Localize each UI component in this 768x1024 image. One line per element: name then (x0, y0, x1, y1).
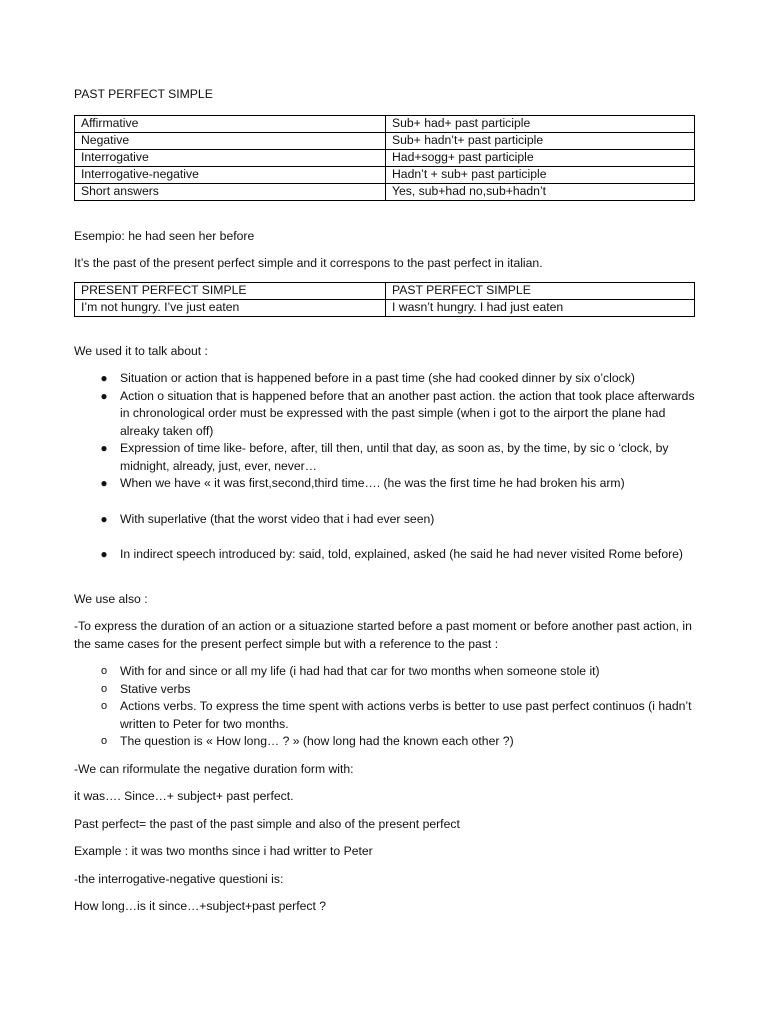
compare-header-present: PRESENT PERFECT SIMPLE (75, 282, 386, 299)
table-row (75, 115, 695, 132)
bullet-icon: ● (100, 441, 108, 455)
form-name-cell: Interrogative-negative (75, 166, 386, 183)
list-item-text: With superlative (that the worst video that i had ever seen) (120, 511, 435, 526)
circle-bullet-icon: o (100, 682, 108, 695)
compare-header-past: PAST PERFECT SIMPLE (386, 282, 695, 299)
form-structure-cell: Hadn’t + sub+ past participle (386, 166, 695, 183)
form-structure-cell: Had+sogg+ past participle (386, 149, 695, 166)
table-row (75, 183, 695, 200)
definition-text: It’s the past of the present perfect simple and it correspons to the past perfect in italian. (74, 256, 543, 270)
list-item (74, 475, 695, 493)
circle-bullet-icon: o (100, 700, 108, 712)
list-item (74, 733, 695, 751)
list-item-text: Action o situation that is happened before that an another past action. the action that took place afterwards in chronological order must be expressed with the past simple (when i got to the airport the plane had alreaky taken off) (120, 388, 695, 438)
also-intro: We use also : (74, 591, 148, 606)
list-item (74, 546, 695, 564)
duration-list (74, 663, 695, 751)
form-structure-cell: Sub+ had+ past participle (386, 115, 695, 132)
list-item (74, 511, 695, 529)
bullet-icon: ● (100, 371, 108, 385)
list-item-text: When we have « it was first,second,third time…. (he was the first time he had broken his arm) (120, 476, 625, 490)
circle-bullet-icon: o (100, 735, 108, 747)
list-item (74, 698, 695, 733)
list-item-text: With for and since or all my life (i had had that car for two months when someone stole it) (120, 664, 600, 678)
list-item (74, 370, 695, 388)
example-sentence: Esempio: he had seen her before (74, 228, 255, 243)
example-text: Example : it was two months since i had writter to Peter (74, 844, 373, 858)
list-item-text: Expression of time like- before, after, till then, until that day, as soon as, by the time, by sic o ‘clock, by midnight, already, just, ever, never… (120, 441, 669, 473)
bullet-icon: ● (100, 388, 108, 403)
list-item (74, 681, 695, 699)
past-perfect-definition: Past perfect= the past of the past simple and also of the present perfect (74, 816, 460, 831)
circle-bullet-icon: o (100, 665, 108, 677)
compare-row (75, 299, 695, 316)
interrogative-negative-text: -the interrogative-negative questioni is: (74, 871, 284, 886)
forms-table (74, 115, 695, 201)
compare-header-row (75, 282, 695, 299)
uses-intro: We used it to talk about : (74, 343, 208, 358)
page-title: PAST PERFECT SIMPLE (74, 87, 213, 101)
formula-text: it was…. Since…+ subject+ past perfect. (74, 789, 294, 803)
list-item-text: Situation or action that is happened before in a past time (she had cooked dinner by six o’clock) (120, 371, 635, 385)
form-name-cell: Negative (75, 132, 386, 149)
compare-cell-past: I wasn’t hungry. I had just eaten (386, 299, 695, 316)
compare-table (74, 282, 695, 317)
form-name-cell: Affirmative (75, 115, 386, 132)
list-item-text: Actions verbs. To express the time spent with actions verbs is better to use past perfect continuos (i hadn’t written to Peter for two months. (120, 699, 692, 731)
list-item-text: Stative verbs (120, 681, 191, 696)
bullet-icon: ● (100, 547, 108, 561)
table-row (75, 149, 695, 166)
form-name-cell: Interrogative (75, 149, 386, 166)
list-item (74, 440, 695, 475)
compare-cell-present: I’m not hungry. I’ve just eaten (75, 299, 386, 316)
form-structure-cell: Sub+ hadn’t+ past participle (386, 132, 695, 149)
list-item-text: In indirect speech introduced by: said, told, explained, asked (he said he had never visited Rome before) (120, 547, 683, 561)
duration-text: -To express the duration of an action or a situazione started before a past moment or before another past action, in the same cases for the present perfect simple but with a reference to the past : (74, 619, 692, 651)
table-row (75, 166, 695, 183)
how-long-formula: How long…is it since…+subject+past perfect ? (74, 899, 326, 913)
negative-form-text: -We can riformulate the negative duration form with: (74, 761, 354, 776)
list-item (74, 663, 695, 681)
table-row (75, 132, 695, 149)
document-page (74, 86, 695, 916)
uses-list (74, 370, 695, 564)
form-structure-cell: Yes, sub+had no,sub+hadn’t (386, 183, 695, 200)
bullet-icon: ● (100, 476, 108, 490)
list-item (74, 388, 695, 441)
list-item-text: The question is « How long… ? » (how long had the known each other ?) (120, 734, 514, 748)
bullet-icon: ● (100, 511, 108, 526)
form-name-cell: Short answers (75, 183, 386, 200)
